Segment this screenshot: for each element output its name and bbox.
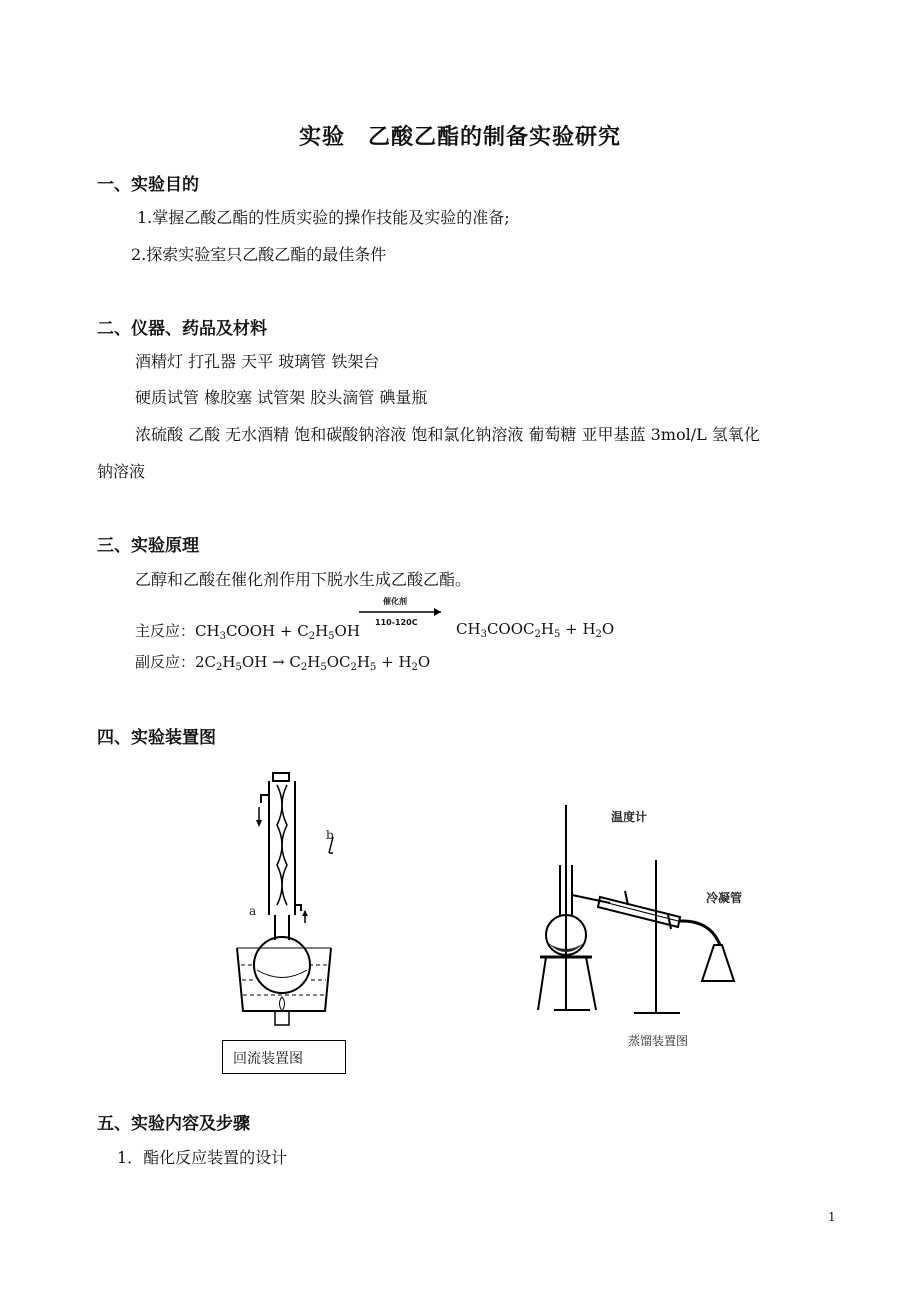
heading-procedure: 五、实验内容及步骤 <box>97 1114 250 1134</box>
principle-text: 乙醇和乙酸在催化剂作用下脱水生成乙酸乙酯。 <box>135 570 472 589</box>
materials-line-3: 浓硫酸 乙酸 无水酒精 饱和碳酸钠溶液 饱和氯化钠溶液 葡萄糖 亚甲基蓝 3mol/L 氢氧化 <box>135 425 760 444</box>
side-reaction-label: 副反应： <box>135 653 196 671</box>
reaction-arrow-icon <box>357 594 445 636</box>
thermometer-label: 温度计 <box>611 810 648 824</box>
heading-principle: 三、实验原理 <box>97 536 199 556</box>
heading-materials: 二、仪器、药品及材料 <box>97 319 267 339</box>
procedure-item-1: 1．酯化反应装置的设计 <box>117 1148 288 1167</box>
materials-line-1: 酒精灯 打孔器 天平 玻璃管 铁架台 <box>135 352 380 371</box>
reflux-label-b: b <box>326 828 334 842</box>
side-reaction-arrow: → <box>272 653 285 671</box>
page-title: 实验 乙酸乙酯的制备实验研究 <box>298 125 621 150</box>
heading-apparatus: 四、实验装置图 <box>97 728 216 748</box>
reflux-apparatus-figure <box>225 765 350 1040</box>
side-reaction: 副反应：$2C_2H_5OH \to C_2H_5OC_2H_5 + H_2O$ <box>135 653 431 673</box>
materials-line-2: 硬质试管 橡胶塞 试管架 胶头滴管 碘量瓶 <box>135 388 428 407</box>
page-number: 1 <box>828 1210 836 1224</box>
condenser-label: 冷凝管 <box>706 891 743 905</box>
reflux-caption: 回流装置图 <box>222 1040 346 1074</box>
reflux-label-a: a <box>249 904 257 918</box>
main-reaction-reactants: 主反应：$CH_3COOH + C_2H_5OH$ <box>135 622 360 642</box>
heading-purpose: 一、实验目的 <box>97 175 199 195</box>
main-reaction-label: 主反应： <box>135 622 196 640</box>
purpose-item-1: 1.掌握乙酸乙酯的性质实验的操作技能及实验的准备; <box>137 208 510 227</box>
catalyst-label: 催化剂 <box>383 597 407 606</box>
main-reaction-products: $CH_3COOC_2H_5 + H_2O$ <box>456 620 615 640</box>
distillation-apparatus-figure <box>530 795 790 1035</box>
distillation-caption: 蒸馏装置图 <box>628 1034 689 1048</box>
catalyst-arrow <box>357 594 445 636</box>
materials-line-4: 钠溶液 <box>97 462 146 481</box>
purpose-item-2: 2.探索实验室只乙酸乙酯的最佳条件 <box>131 245 387 264</box>
temperature-label: 110-120C <box>375 618 418 627</box>
